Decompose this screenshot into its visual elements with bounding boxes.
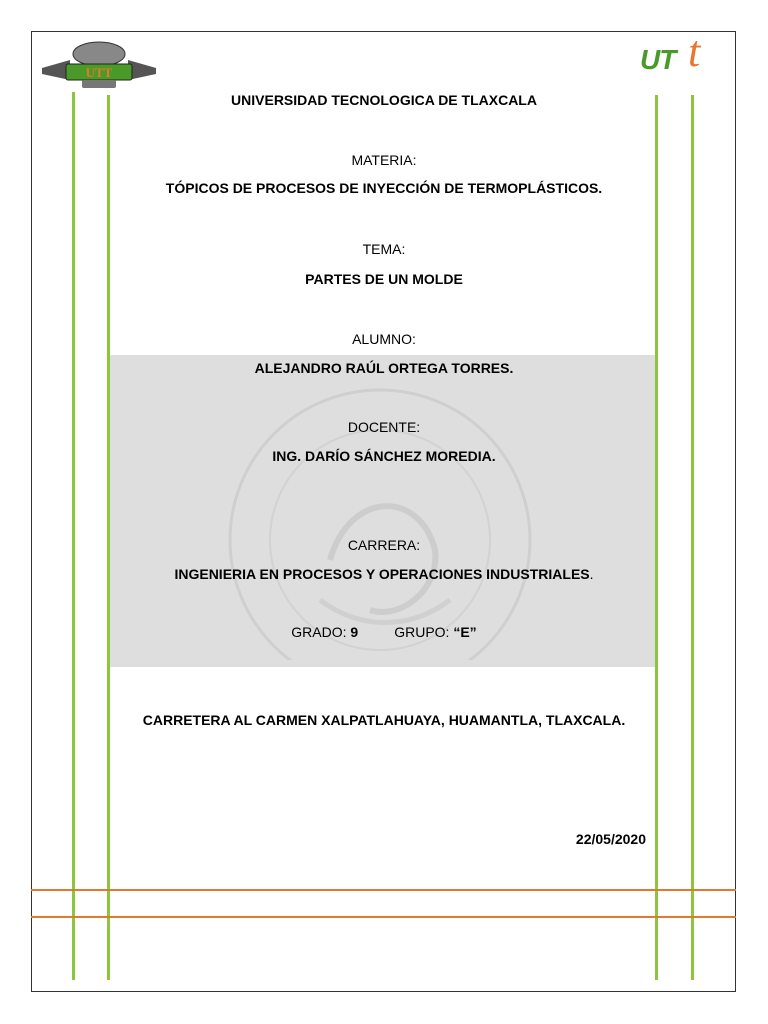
grado-value: 9 [350,624,359,640]
university-title: UNIVERSIDAD TECNOLOGICA DE TLAXCALA [231,92,537,108]
grado-label: GRADO: [291,624,351,640]
orange-rule-top [31,889,736,891]
carrera-line [0,565,768,583]
materia-label: MATERIA: [351,152,417,168]
grado-grupo-line [0,624,768,640]
seal-watermark-icon [200,360,560,660]
right-logo-text: UT [640,44,676,75]
docente-label: DOCENTE: [347,419,421,435]
grupo-label: GRUPO: [394,624,454,640]
tema-value: PARTES DE UN MOLDE [305,271,463,287]
right-logo-mark: t [688,27,701,76]
alumno-value: ALEJANDRO RAÚL ORTEGA TORRES. [254,360,514,376]
document-date: 22/05/2020 [575,831,646,847]
grupo-value: “E” [453,624,477,640]
docente-value: ING. DARÍO SÁNCHEZ MOREDIA. [272,448,496,464]
orange-rule-bottom [31,916,736,918]
address: CARRETERA AL CARMEN XALPATLAHUAYA, HUAMANTLA, TLAXCALA. [142,712,626,728]
materia-value: TÓPICOS DE PROCESOS DE INYECCIÓN DE TERMOPLÁSTICOS. [165,180,603,196]
carrera-period: . [589,566,594,582]
carrera-value: INGENIERIA EN PROCESOS Y OPERACIONES INDUSTRIALES [174,566,590,582]
tema-label: TEMA: [362,241,406,257]
ut-logo [640,27,720,80]
alumno-label: ALUMNO: [352,331,416,347]
utt-crest-logo-icon [42,38,156,92]
left-logo-text: UTT [85,65,113,80]
carrera-label: CARRERA: [347,537,421,553]
